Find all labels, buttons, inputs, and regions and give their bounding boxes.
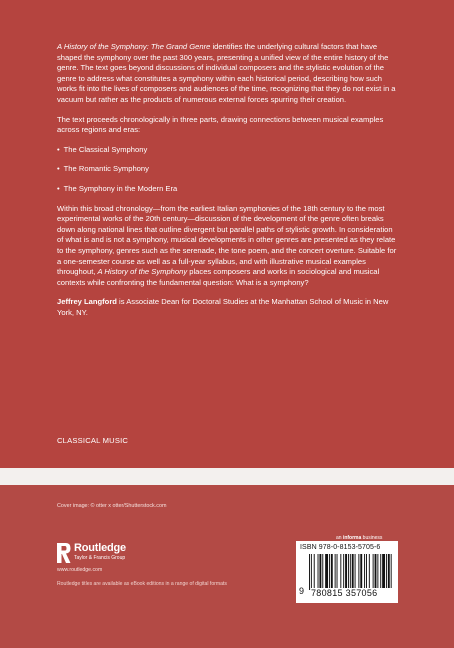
chronology-paragraph bbox=[57, 204, 399, 289]
description-block bbox=[57, 42, 399, 327]
list-item: • The Romantic Symphony bbox=[57, 164, 399, 175]
chronology-text-b: places composers and works in sociological and musical contexts while confronting the fundamental question: What is a symphony? bbox=[57, 267, 380, 287]
cover-image-credit: Cover image: © otter x otter/Shutterstock.com bbox=[57, 503, 167, 509]
list-item: • The Symphony in the Modern Era bbox=[57, 184, 399, 195]
intro-text: identifies the underlying cultural factors that have shaped the symphony over the past 300 years, presenting a unified view of the entire history of the genre. The text goes beyond discussions of individual composers and the stylistic evolution of the genre to address what constitutes a symphony within each historical period, describing how such works fit into the lives of composers and audiences of the time, recognizing that they do not exist in a vacuum but rather as the products of numerous external forces spurring their creation. bbox=[57, 42, 396, 104]
subject-category: CLASSICAL MUSIC bbox=[57, 436, 129, 445]
informa-prefix: an bbox=[336, 535, 343, 541]
publisher-logo bbox=[57, 541, 177, 565]
barcode-icon bbox=[309, 554, 393, 590]
ebook-note: Routledge titles are available as eBook editions in a range of digital formats bbox=[57, 581, 227, 587]
isbn-barcode-box bbox=[296, 541, 398, 603]
informa-word: informa bbox=[342, 535, 362, 541]
chronology-text-a: Within this broad chronology—from the earliest Italian symphonies of the 18th century to the most experimental works of the 20th century—discussion of the development of the genre often breaks down along national lines that outline divergent but parallel paths of stylistic growth. In consideration of what is and is not a symphony, musical developments in other genres are presented as they relate to the symphony, genres such as the serenade, the tone poem, and the concert overture. Suitable for a one-semester course as well as a full-year syllabus, and with illustrative musical examples throughout, bbox=[57, 203, 397, 277]
barcode-leading-digit: 9 bbox=[299, 586, 305, 596]
structure-paragraph: The text proceeds chronologically in three parts, drawing connections between musical examples across regions and eras: bbox=[57, 114, 384, 135]
isbn-number: ISBN 978-0-8153-5705-6 bbox=[300, 544, 381, 551]
parts-list bbox=[57, 145, 399, 195]
divider-stripe bbox=[0, 468, 454, 485]
routledge-logo-icon bbox=[57, 541, 71, 565]
intro-paragraph bbox=[57, 42, 399, 106]
author-name: Jeffrey Langford bbox=[57, 297, 117, 307]
author-paragraph bbox=[57, 297, 399, 318]
publisher-name: Routledge bbox=[74, 542, 126, 554]
author-bio: is Associate Dean for Doctoral Studies at the Manhattan School of Music in New York, NY. bbox=[57, 297, 389, 317]
informa-suffix: business bbox=[361, 535, 383, 541]
book-title-italic: A History of the Symphony: The Grand Genre bbox=[57, 42, 211, 51]
publisher-website: www.routledge.com bbox=[57, 567, 103, 573]
publisher-group: Taylor & Francis Group bbox=[74, 555, 126, 561]
barcode-digits: 780815 357056 bbox=[311, 588, 395, 598]
list-item: • The Classical Symphony bbox=[57, 145, 399, 156]
short-title-italic: A History of the Symphony bbox=[97, 267, 188, 277]
